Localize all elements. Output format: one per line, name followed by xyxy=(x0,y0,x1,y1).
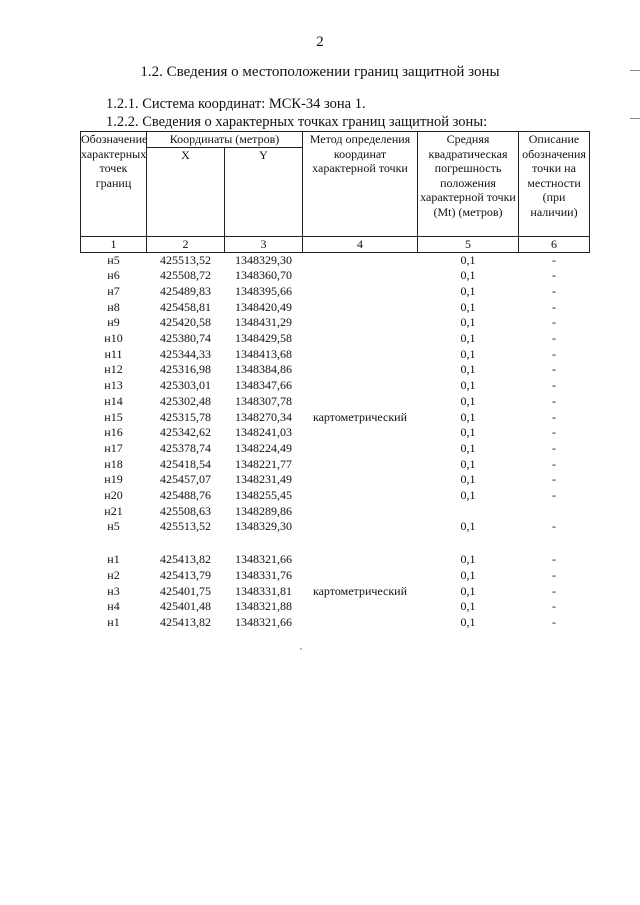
coord-y: 1348241,03 xyxy=(235,425,292,440)
header-x: X xyxy=(147,147,225,236)
description-value: - xyxy=(552,409,556,424)
coord-x: 425316,98 xyxy=(160,362,211,377)
coord-x: 425458,81 xyxy=(160,299,211,314)
coord-y: 1348429,58 xyxy=(235,331,292,346)
table-body xyxy=(81,252,590,631)
coord-x: 425420,58 xyxy=(160,315,211,330)
method-cell xyxy=(303,552,418,568)
description-value: - xyxy=(552,456,556,471)
table-row xyxy=(81,362,590,378)
coord-y: 1348384,86 xyxy=(235,362,292,377)
point-name: н1 xyxy=(107,552,120,567)
method-cell xyxy=(303,347,418,363)
header-designation: Обозначение характерных точек границ xyxy=(81,132,147,237)
error-value: 0,1 xyxy=(460,346,476,361)
point-name: н7 xyxy=(107,283,120,298)
table-row xyxy=(81,584,590,600)
coord-x: 425315,78 xyxy=(160,409,211,424)
description-value: - xyxy=(552,393,556,408)
description-value: - xyxy=(552,519,556,534)
header-coords: Координаты (метров) xyxy=(147,132,303,148)
table-row xyxy=(81,425,590,441)
table-row xyxy=(81,519,590,535)
coord-y: 1348431,29 xyxy=(235,315,292,330)
coordinates-table xyxy=(80,131,590,631)
point-name: н6 xyxy=(107,268,120,283)
method-cell xyxy=(303,284,418,300)
point-name: н8 xyxy=(107,299,120,314)
header-y: Y xyxy=(225,147,303,236)
table-row xyxy=(81,504,590,520)
description-value: - xyxy=(552,552,556,567)
point-name: н1 xyxy=(107,614,120,629)
error-value: 0,1 xyxy=(460,315,476,330)
coord-x: 425378,74 xyxy=(160,440,211,455)
description-value xyxy=(519,504,590,520)
coord-y: 1348347,66 xyxy=(235,378,292,393)
table-row xyxy=(81,410,590,426)
method-cell xyxy=(303,504,418,520)
table-row xyxy=(81,568,590,584)
method-cell: картометрический xyxy=(312,409,408,424)
point-name: н20 xyxy=(104,488,123,503)
coord-y: 1348321,66 xyxy=(235,552,292,567)
coord-y: 1348255,45 xyxy=(235,488,292,503)
method-cell xyxy=(303,378,418,394)
table-row xyxy=(81,331,590,347)
coord-x: 425413,79 xyxy=(160,567,211,582)
coord-y: 1348231,49 xyxy=(235,472,292,487)
coord-y: 1348307,78 xyxy=(235,393,292,408)
error-value: 0,1 xyxy=(460,440,476,455)
method-cell xyxy=(303,315,418,331)
table-row xyxy=(81,268,590,284)
point-name: н15 xyxy=(104,409,123,424)
description-value: - xyxy=(552,614,556,629)
table-row xyxy=(81,488,590,504)
point-name: н4 xyxy=(107,599,120,614)
description-value: - xyxy=(552,567,556,582)
coord-y: 1348329,30 xyxy=(235,252,292,267)
error-value: 0,1 xyxy=(460,378,476,393)
error-value: 0,1 xyxy=(460,472,476,487)
column-number: 3 xyxy=(225,236,303,252)
description-value: - xyxy=(552,599,556,614)
coord-y: 1348221,77 xyxy=(235,456,292,471)
error-value: 0,1 xyxy=(460,283,476,298)
table-row xyxy=(81,284,590,300)
coord-x: 425513,52 xyxy=(160,519,211,534)
coord-y: 1348224,49 xyxy=(235,440,292,455)
description-value: - xyxy=(552,488,556,503)
page-number: 2 xyxy=(316,34,324,50)
error-value: 0,1 xyxy=(460,552,476,567)
coord-x: 425401,75 xyxy=(160,583,211,598)
table-row xyxy=(81,457,590,473)
header-error: Средняя квадратическая погрешность положения характерной точки (Мt) (метров) xyxy=(418,132,519,237)
method-cell xyxy=(303,252,418,268)
method-cell xyxy=(303,457,418,473)
table-row xyxy=(81,252,590,268)
header-method: Метод определения координат характерной точки xyxy=(303,132,418,237)
description-value: - xyxy=(552,252,556,267)
table-row xyxy=(81,599,590,615)
error-value: 0,1 xyxy=(460,362,476,377)
error-value: 0,1 xyxy=(460,393,476,408)
method-cell: картометрический xyxy=(312,583,408,598)
group-separator xyxy=(81,535,590,552)
column-number: 4 xyxy=(303,236,418,252)
table-row xyxy=(81,441,590,457)
point-name: н5 xyxy=(107,252,120,267)
coord-y: 1348331,76 xyxy=(235,567,292,582)
error-value: 0,1 xyxy=(460,567,476,582)
method-cell xyxy=(303,331,418,347)
point-name: н12 xyxy=(104,362,123,377)
error-value xyxy=(418,504,519,520)
coord-x: 425508,72 xyxy=(160,268,211,283)
table-row xyxy=(81,347,590,363)
error-value: 0,1 xyxy=(460,331,476,346)
method-cell xyxy=(303,472,418,488)
description-value: - xyxy=(552,472,556,487)
coord-x: 425457,07 xyxy=(160,472,211,487)
method-cell xyxy=(303,568,418,584)
method-cell xyxy=(303,519,418,535)
coord-x: 425418,54 xyxy=(160,456,211,471)
error-value: 0,1 xyxy=(460,583,476,598)
method-cell xyxy=(303,488,418,504)
error-value: 0,1 xyxy=(460,488,476,503)
coord-y: 1348420,49 xyxy=(235,299,292,314)
method-cell xyxy=(303,394,418,410)
table-row xyxy=(81,394,590,410)
error-value: 0,1 xyxy=(460,599,476,614)
point-name: н13 xyxy=(104,378,123,393)
coord-x: 425413,82 xyxy=(160,552,211,567)
column-numbers-row xyxy=(81,236,590,252)
description-value: - xyxy=(552,299,556,314)
coord-x: 425488,76 xyxy=(160,488,211,503)
error-value: 0,1 xyxy=(460,456,476,471)
description-value: - xyxy=(552,425,556,440)
coord-x: 425302,48 xyxy=(160,393,211,408)
point-name: н10 xyxy=(104,331,123,346)
error-value: 0,1 xyxy=(460,519,476,534)
coord-y: 1348270,34 xyxy=(235,409,292,424)
error-value: 0,1 xyxy=(460,299,476,314)
coord-x: 425413,82 xyxy=(160,614,211,629)
method-cell xyxy=(303,300,418,316)
point-name: н11 xyxy=(104,346,123,361)
scan-speck xyxy=(300,648,302,650)
table-row xyxy=(81,472,590,488)
table-row xyxy=(81,378,590,394)
coord-y: 1348331,81 xyxy=(235,583,292,598)
method-cell xyxy=(303,615,418,631)
coord-y: 1348321,88 xyxy=(235,599,292,614)
point-name: н21 xyxy=(104,503,123,518)
coord-x: 425303,01 xyxy=(160,378,211,393)
description-value: - xyxy=(552,440,556,455)
coord-x: 425513,52 xyxy=(160,252,211,267)
description-value: - xyxy=(552,378,556,393)
coord-x: 425380,74 xyxy=(160,331,211,346)
header-description: Описание обозначения точки на местности (при наличии) xyxy=(519,132,590,237)
coord-y: 1348360,70 xyxy=(235,268,292,283)
coord-system-heading: 1.2.1. Система координат: МСК-34 зона 1. xyxy=(106,96,366,112)
point-name: н18 xyxy=(104,456,123,471)
coord-y: 1348395,66 xyxy=(235,283,292,298)
coord-y: 1348289,86 xyxy=(235,503,292,518)
method-cell xyxy=(303,599,418,615)
coord-y: 1348329,30 xyxy=(235,519,292,534)
coord-x: 425508,63 xyxy=(160,503,211,518)
method-cell xyxy=(303,268,418,284)
method-cell xyxy=(303,425,418,441)
scan-edge-mark xyxy=(630,118,640,119)
point-name: н2 xyxy=(107,567,120,582)
point-name: н14 xyxy=(104,393,123,408)
description-value: - xyxy=(552,315,556,330)
point-name: н5 xyxy=(107,519,120,534)
table-row xyxy=(81,615,590,631)
description-value: - xyxy=(552,346,556,361)
table-row xyxy=(81,315,590,331)
description-value: - xyxy=(552,283,556,298)
coord-x: 425342,62 xyxy=(160,425,211,440)
coord-y: 1348413,68 xyxy=(235,346,292,361)
description-value: - xyxy=(552,583,556,598)
point-name: н3 xyxy=(107,583,120,598)
point-name: н19 xyxy=(104,472,123,487)
coord-x: 425489,83 xyxy=(160,283,211,298)
column-number: 2 xyxy=(147,236,225,252)
error-value: 0,1 xyxy=(460,425,476,440)
description-value: - xyxy=(552,331,556,346)
column-number: 5 xyxy=(418,236,519,252)
error-value: 0,1 xyxy=(460,268,476,283)
error-value: 0,1 xyxy=(460,409,476,424)
coord-y: 1348321,66 xyxy=(235,614,292,629)
table-row xyxy=(81,300,590,316)
table-row xyxy=(81,552,590,568)
coord-x: 425401,48 xyxy=(160,599,211,614)
scan-edge-mark xyxy=(630,70,640,71)
description-value: - xyxy=(552,268,556,283)
method-cell xyxy=(303,441,418,457)
point-name: н16 xyxy=(104,425,123,440)
coord-x: 425344,33 xyxy=(160,346,211,361)
error-value: 0,1 xyxy=(460,252,476,267)
points-heading: 1.2.2. Сведения о характерных точках границ защитной зоны: xyxy=(106,114,488,130)
method-cell xyxy=(303,362,418,378)
column-number: 6 xyxy=(519,236,590,252)
point-name: н9 xyxy=(107,315,120,330)
point-name: н17 xyxy=(104,440,123,455)
column-number: 1 xyxy=(81,236,147,252)
error-value: 0,1 xyxy=(460,614,476,629)
section-title: 1.2. Сведения о местоположении границ защитной зоны xyxy=(140,64,500,80)
description-value: - xyxy=(552,362,556,377)
